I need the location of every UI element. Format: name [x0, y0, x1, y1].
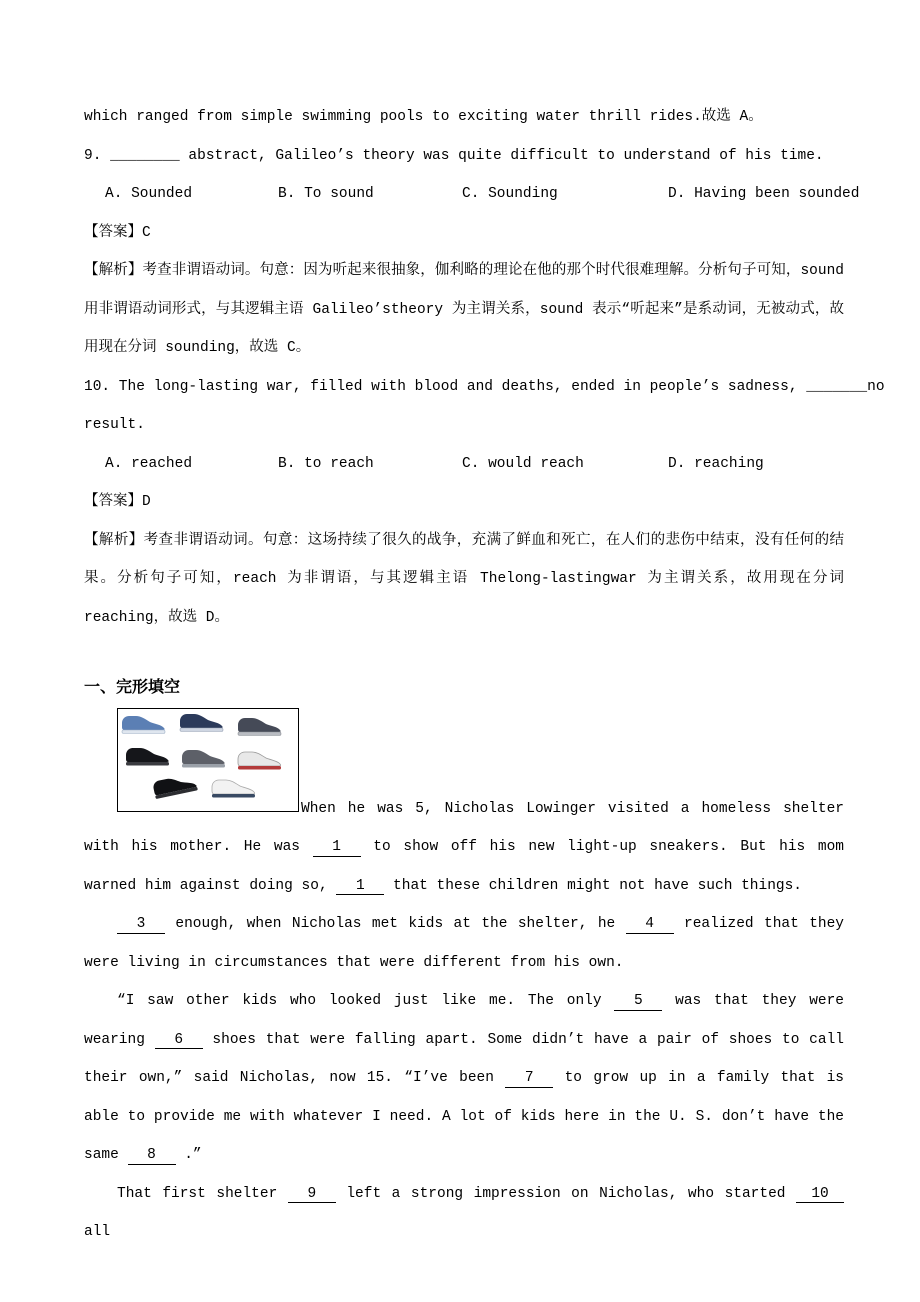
cloze-text-segment: shoes that were falling apart. Some didn’t have a pair of shoes to call their own,” said Nicholas, now 15. “I’ve been	[84, 1031, 844, 1086]
q10-option-c: C. would reach	[462, 455, 584, 472]
cloze-text-segment: That first shelter	[117, 1185, 288, 1202]
cloze-blank-4: 4	[626, 916, 674, 934]
q9-option-b: B. To sound	[278, 186, 374, 202]
cloze-text-segment: “I saw other kids who looked just like me. The only	[117, 993, 615, 1009]
q9-analysis: 【解析】考查非谓语动词。句意：因为听起来很抽象，伽利略的理论在他的那个时代很难理解。分析句子可知，sound 用非谓语动词形式，与其逻辑主语 Galileo’stheory 为主谓关系，sound 表示“听起来”是系动词，无被动式，故用现在分词 sounding，故选 C。	[84, 263, 844, 356]
cloze-blank-2: 1	[336, 878, 384, 896]
sneakers-photo	[117, 708, 299, 812]
shoe-icon	[126, 748, 169, 766]
cloze-paragraph-3	[84, 982, 844, 1175]
q9-option-c: C. Sounding	[462, 186, 558, 202]
cloze-paragraph-4	[84, 1175, 844, 1252]
cloze-blank-7: 7	[505, 1070, 553, 1088]
q9-options	[84, 175, 860, 214]
carryover-text: which ranged from simple swimming pools to exciting water thrill rides.故选 A。	[84, 109, 763, 125]
cloze-section-heading: 一、完形填空	[84, 679, 181, 697]
q9-answer: 【答案】C	[84, 224, 151, 241]
q10-options	[84, 445, 844, 484]
cloze-blank-10: 10	[796, 1186, 844, 1204]
q10-answer: 【答案】D	[84, 494, 151, 510]
cloze-paragraph-1	[84, 708, 844, 906]
q9-option-d: D. Having been sounded	[668, 186, 860, 202]
shoe-icon	[182, 750, 225, 768]
cloze-text-segment: left a strong impression on Nicholas, who started	[335, 1185, 797, 1202]
shoe-icon	[122, 716, 165, 734]
sneakers-photo-svg	[118, 709, 296, 809]
q9-option-a: A. Sounded	[105, 186, 193, 202]
cloze-blank-5: 5	[614, 993, 662, 1011]
q10-option-d: D. reaching	[668, 455, 764, 472]
q10-stem-line1: 10. The long-lasting war, filled with blood and deaths, ended in people’s sadness, _______no	[84, 378, 885, 395]
q10-option-b: B. to reach	[278, 455, 374, 472]
cloze-text-segment: was that they were wearing	[84, 993, 845, 1048]
cloze-blank-3: 3	[117, 916, 165, 934]
shoe-icon	[238, 718, 281, 736]
shoe-icon	[180, 714, 223, 732]
shoe-icon	[238, 752, 281, 770]
shoe-icon	[152, 773, 198, 799]
cloze-text-segment: When he was 5, Nicholas Lowinger visited a homeless shelter with his mother. He was	[84, 800, 844, 855]
cloze-text-segment: that these children might not have such things.	[384, 877, 803, 894]
cloze-text-segment: realized that they were living in circumstances that were different from his own.	[84, 916, 845, 971]
cloze-text-segment: to grow up in a family that is able to provide me with whatever I need. A lot of kids here in the U. S. don’t have the same	[84, 1070, 845, 1163]
cloze-blank-8: 8	[128, 1147, 176, 1165]
q10-option-a: A. reached	[105, 455, 193, 472]
cloze-text-segment: enough, when Nicholas met kids at the shelter, he	[165, 916, 626, 932]
cloze-paragraph-2	[84, 905, 844, 982]
shoe-icon	[212, 780, 255, 798]
cloze-blank-9: 9	[288, 1186, 336, 1204]
cloze-text-segment: .”	[175, 1147, 202, 1163]
q10-stem-line2: result.	[84, 417, 145, 433]
q9-stem: 9. ________ abstract, Galileo’s theory was quite difficult to understand of his time.	[84, 147, 824, 164]
q10-analysis: 【解析】考查非谓语动词。句意：这场持续了很久的战争，充满了鲜血和死亡，在人们的悲伤中结束，没有任何的结果。分析句子可知，reach 为非谓语，与其逻辑主语 Thelong-lastingwar 为主谓关系，故用现在分词 reaching，故选 D。	[84, 532, 844, 626]
cloze-blank-6: 6	[155, 1032, 203, 1050]
cloze-text-segment: to show off his new light-up sneakers. But his mom warned him against doing so,	[84, 839, 844, 894]
cloze-blank-1: 1	[313, 839, 361, 857]
cloze-text-segment: all	[84, 1224, 111, 1240]
